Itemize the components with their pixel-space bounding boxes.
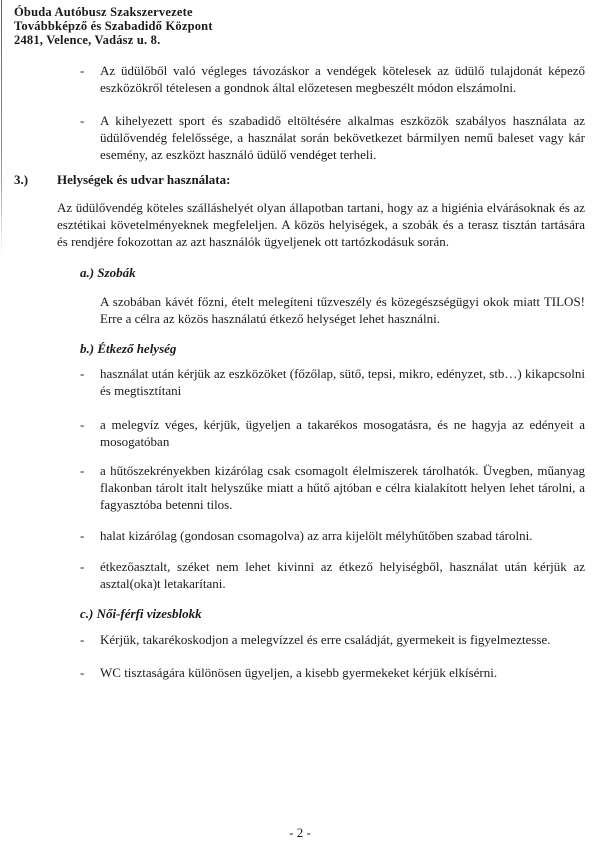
bullet-dash: - [80, 559, 85, 574]
bullet-dash: - [80, 63, 85, 78]
bullet-dash: - [80, 665, 85, 680]
list-item [80, 631, 585, 648]
list-item-text: használat után kérjük az eszközöket (főzőlap, sütő, tepsi, mikro, edényzet, stb…) kikapcsolni és megtisztítani [100, 366, 585, 398]
letterhead-line-1: Óbuda Autóbusz Szakszervezete [14, 5, 193, 19]
page-number: - 2 - [289, 825, 311, 840]
list-item [80, 462, 585, 513]
letterhead-line-2: Továbbképző és Szabadidő Központ [14, 19, 213, 33]
bullet-dash: - [80, 632, 85, 647]
section-heading [14, 171, 585, 188]
subsection-heading-c: c.) Női-férfi vizesblokk [80, 606, 202, 621]
section-intro: Az üdülővendég köteles szálláshelyét olyan állapotban tartani, hogy az a higiénia elvárásoknak és az esztétikai követelményeknek megfeleljen. A közös helyiségek, a szobák és a terasz tisztán tartására és rendjére fokozottan az azt használók ügyeljenek ott tartózkodásuk során. [57, 200, 585, 249]
list-item [80, 416, 585, 450]
section-title: Helységek és udvar használata: [57, 172, 231, 187]
subsection-heading-b: b.) Étkező helység [80, 341, 177, 356]
scan-edge-artifact [1, 0, 2, 255]
subsection-heading-a: a.) Szobák [80, 265, 136, 280]
list-item-text: Kérjük, takarékoskodjon a melegvízzel és erre családját, gyermekeit is figyelmeztesse. [100, 632, 551, 647]
list-item [80, 527, 585, 544]
section-number: 3.) [14, 172, 29, 187]
list-item [80, 365, 585, 399]
list-item [80, 558, 585, 592]
bullet-dash: - [80, 528, 85, 543]
list-item-text: halat kizárólag (gondosan csomagolva) az arra kijelölt mélyhűtőben szabad tárolni. [100, 528, 533, 543]
subsection-a-paragraph: A szobában kávét főzni, ételt melegíteni tűzveszély és közegészségügyi okok miatt TILOS! Erre a célra az közös használatú étkező helységet lehet használni. [100, 294, 585, 326]
letterhead-line-3: 2481, Velence, Vadász u. 8. [14, 33, 161, 47]
list-item-text: a hűtőszekrényekben kizárólag csak csomagolt élelmiszerek tárolhatók. Üvegben, műanyag flakonban tárolt italt helyszűke miatt a hűtő ajtóban e célra kialakított helyen lehet tárolni, a fagyasztóba betenni tilos. [100, 463, 585, 512]
bullet-dash: - [80, 463, 85, 478]
bullet-dash: - [80, 417, 85, 432]
bullet-dash: - [80, 366, 85, 381]
list-item [80, 62, 585, 96]
list-item-text: A kihelyezett sport és szabadidő eltöltésére alkalmas eszközök szabályos használata az üdülővendég felelőssége, a használat során bekövetkezet bármilyen nemű baleset vagy kár esemény, az eszközt használó üdülő vendéget terheli. [100, 113, 585, 162]
list-item [80, 664, 585, 681]
bullet-dash: - [80, 113, 85, 128]
letterhead [14, 5, 585, 47]
list-item-text: WC tisztaságára különösen ügyeljen, a kisebb gyermekeket kérjük elkísérni. [100, 665, 498, 680]
list-item-text: étkezőasztalt, széket nem lehet kivinni az étkező helyiségből, használat után kérjük az asztal(oka)t letakarítani. [100, 559, 585, 591]
list-item [80, 112, 585, 163]
list-item-text: Az üdülőből való végleges távozáskor a vendégek kötelesek az üdülő tulajdonát képező eszközökről tételesen a gondnok által előzetesen megbeszélt módon elszámolni. [100, 63, 585, 95]
list-item-text: a melegvíz véges, kérjük, ügyeljen a takarékos mosogatásra, és ne hagyja az edényeit a mosogatóban [100, 417, 585, 449]
